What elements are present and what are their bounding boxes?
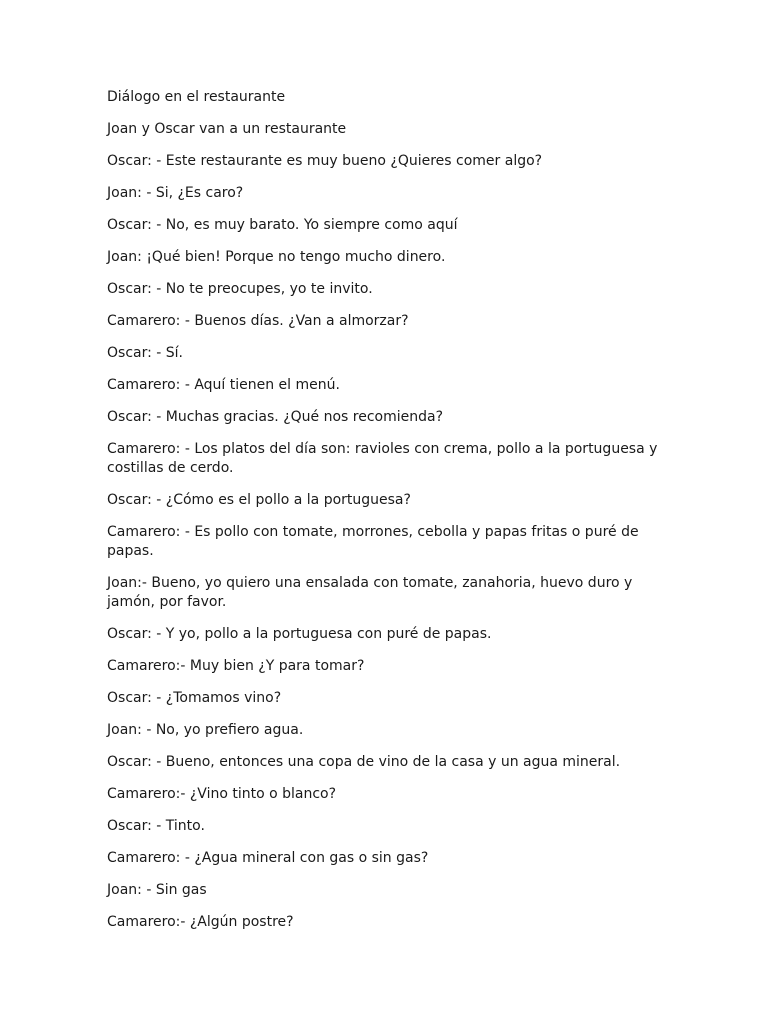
dialogue-line: Joan: - Si, ¿Es caro? (107, 185, 244, 201)
dialogue-line: Camarero:- Muy bien ¿Y para tomar? (107, 658, 365, 674)
dialogue-line: Camarero: - Aquí tienen el menú. (107, 377, 340, 393)
dialogue-line: Oscar: - Sí. (107, 345, 183, 361)
dialogue-line: Oscar: - No, es muy barato. Yo siempre como aquí (107, 217, 458, 233)
dialogue-line: Oscar: - ¿Cómo es el pollo a la portuguesa? (107, 492, 411, 508)
dialogue-line: Oscar: - Bueno, entonces una copa de vino de la casa y un agua mineral. (107, 754, 621, 770)
document-title: Diálogo en el restaurante (107, 89, 286, 105)
dialogue-line: Oscar: - ¿Tomamos vino? (107, 690, 282, 706)
dialogue-line: Oscar: - No te preocupes, yo te invito. (107, 281, 373, 297)
dialogue-line: Joan: ¡Qué bien! Porque no tengo mucho dinero. (107, 249, 446, 265)
document-body (107, 88, 667, 945)
dialogue-line: Joan: - Sin gas (107, 882, 207, 898)
dialogue-line: Camarero: - Buenos días. ¿Van a almorzar? (107, 313, 409, 329)
dialogue-line: Oscar: - Y yo, pollo a la portuguesa con puré de papas. (107, 626, 492, 642)
dialogue-line: Joan: - No, yo prefiero agua. (107, 722, 304, 738)
dialogue-line: Camarero: - Los platos del día son: ravioles con crema, pollo a la portuguesa y costillas de cerdo. (107, 441, 658, 476)
dialogue-line: Camarero:- ¿Vino tinto o blanco? (107, 786, 337, 802)
dialogue-line: Oscar: - Muchas gracias. ¿Qué nos recomienda? (107, 409, 443, 425)
dialogue-line: Joan:- Bueno, yo quiero una ensalada con tomate, zanahoria, huevo duro y jamón, por favor. (107, 575, 633, 610)
dialogue-line: Oscar: - Tinto. (107, 818, 205, 834)
dialogue-line: Joan y Oscar van a un restaurante (107, 121, 347, 137)
dialogue-lines (107, 120, 667, 932)
dialogue-line: Camarero:- ¿Algún postre? (107, 914, 294, 930)
dialogue-line: Camarero: - ¿Agua mineral con gas o sin gas? (107, 850, 429, 866)
dialogue-line: Camarero: - Es pollo con tomate, morrones, cebolla y papas fritas o puré de papas. (107, 524, 639, 559)
dialogue-line: Oscar: - Este restaurante es muy bueno ¿Quieres comer algo? (107, 153, 543, 169)
